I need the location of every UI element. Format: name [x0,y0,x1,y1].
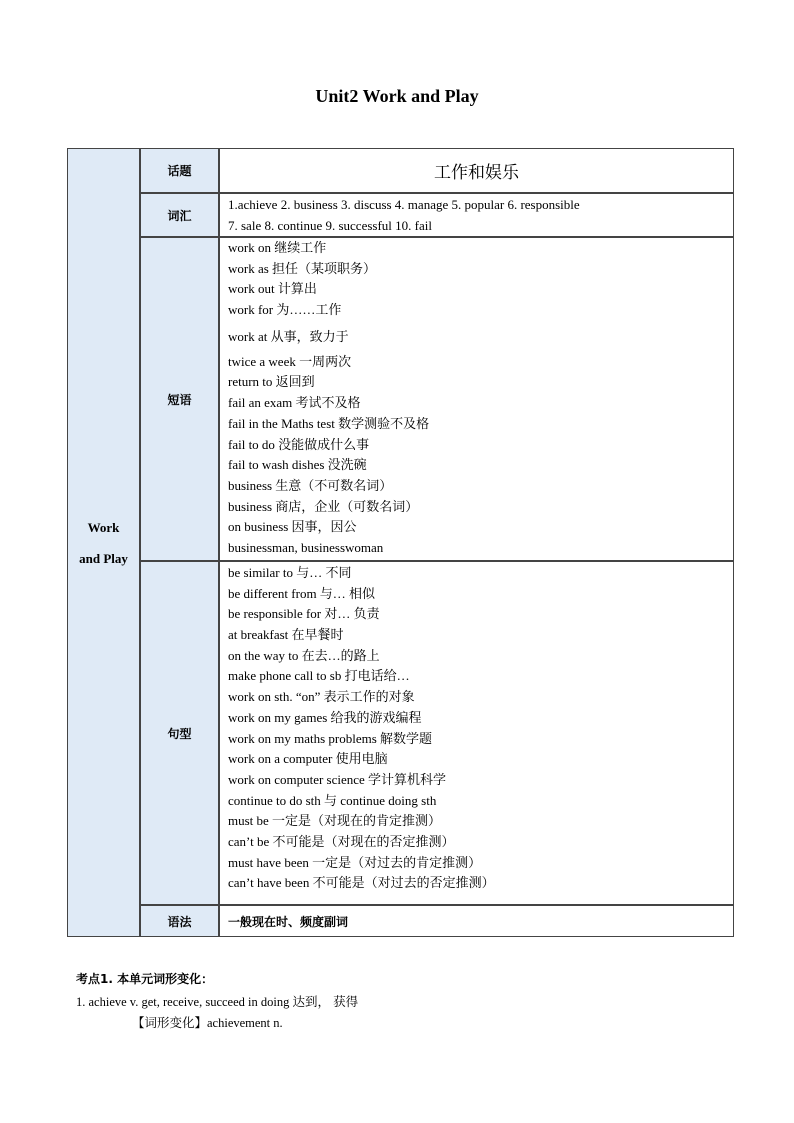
row-divider [139,192,733,194]
sentence-line: work on my maths problems 解数学题 [228,730,433,746]
phrase-line: work at 从事，致力于 [228,328,349,344]
exam-point-heading: 考点1. 本单元词形变化： [76,972,214,986]
sentence-line: on the way to 在去…的路上 [228,647,380,663]
phrase-line: return to 返回到 [228,374,315,390]
phrases-label: 短语 [141,238,218,560]
topic-label: 话题 [141,149,218,192]
sentence-line: be different from 与… 相似 [228,585,376,601]
vocab-label: 词汇 [141,194,218,236]
sentence-line: be responsible for 对… 负责 [228,606,380,622]
unit-summary-table [67,148,734,937]
grammar-content: 一般现在时、频度副词 [228,914,349,929]
phrase-line: business 商店，企业（可数名词） [228,498,419,514]
side-label [68,149,139,936]
phrase-line: fail to do 没能做成什么事 [228,436,370,452]
phrase-line: work for 为……工作 [228,302,342,318]
sentence-line: work on a computer 使用电脑 [228,751,388,767]
side-label-line1: Work [87,519,120,535]
phrase-line: fail an exam 考试不及格 [228,395,361,411]
word-form-change: 【词形变化】achievement n. [132,1016,283,1030]
phrase-line: work on 继续工作 [228,240,327,255]
sentences-label: 句型 [141,562,218,904]
column-divider [139,149,141,936]
sentences-content [220,562,733,904]
sentence-line: be similar to 与… 不同 [228,565,352,580]
topic-content: 工作和娱乐 [434,163,519,183]
vocab-line: 1.achieve 2. business 3. discuss 4. manage 5. popular 6. responsible [228,197,580,212]
side-label-line2: and Play [79,550,128,566]
vocab-content [220,194,733,236]
vocab-line: 7. sale 8. continue 9. successful 10. fail [228,217,432,233]
exam-point-item: 1. achieve v. get, receive, succeed in doing 达到， 获得 [76,995,359,1009]
sentence-line: at breakfast 在早餐时 [228,627,344,643]
row-divider [139,904,733,906]
phrase-line: work out 计算出 [228,281,317,297]
phrase-line: on business 因事，因公 [228,519,357,535]
phrase-line: twice a week 一周两次 [228,353,352,369]
column-divider [218,149,220,936]
phrase-line: fail in the Maths test 数学测验不及格 [228,415,430,431]
sentence-line: must have been 一定是（对过去的肯定推测） [228,854,482,870]
grammar-label: 语法 [141,906,218,936]
sentence-line: work on sth. “on” 表示工作的对象 [228,689,415,705]
sentence-line: work on computer science 学计算机科学 [228,771,447,787]
row-divider [139,560,733,562]
sentence-line: must be 一定是（对现在的肯定推测） [228,813,442,829]
row-divider [139,236,733,238]
sentence-line: continue to do sth 与 continue doing sth [228,792,437,808]
phrase-line: fail to wash dishes 没洗碗 [228,457,367,473]
sentence-line: work on my games 给我的游戏编程 [228,709,422,725]
sentence-line: make phone call to sb 打电话给… [228,668,410,684]
sentence-line: can’t have been 不可能是（对过去的否定推测） [228,875,495,891]
phrase-line: business 生意（不可数名词） [228,477,393,493]
phrase-line: work as 担任（某项职务） [228,260,377,276]
phrases-content [220,238,733,560]
page-title: Unit2 Work and Play [315,86,479,106]
sentence-line: can’t be 不可能是（对现在的否定推测） [228,833,455,849]
phrase-line: businessman, businesswoman [228,539,384,555]
